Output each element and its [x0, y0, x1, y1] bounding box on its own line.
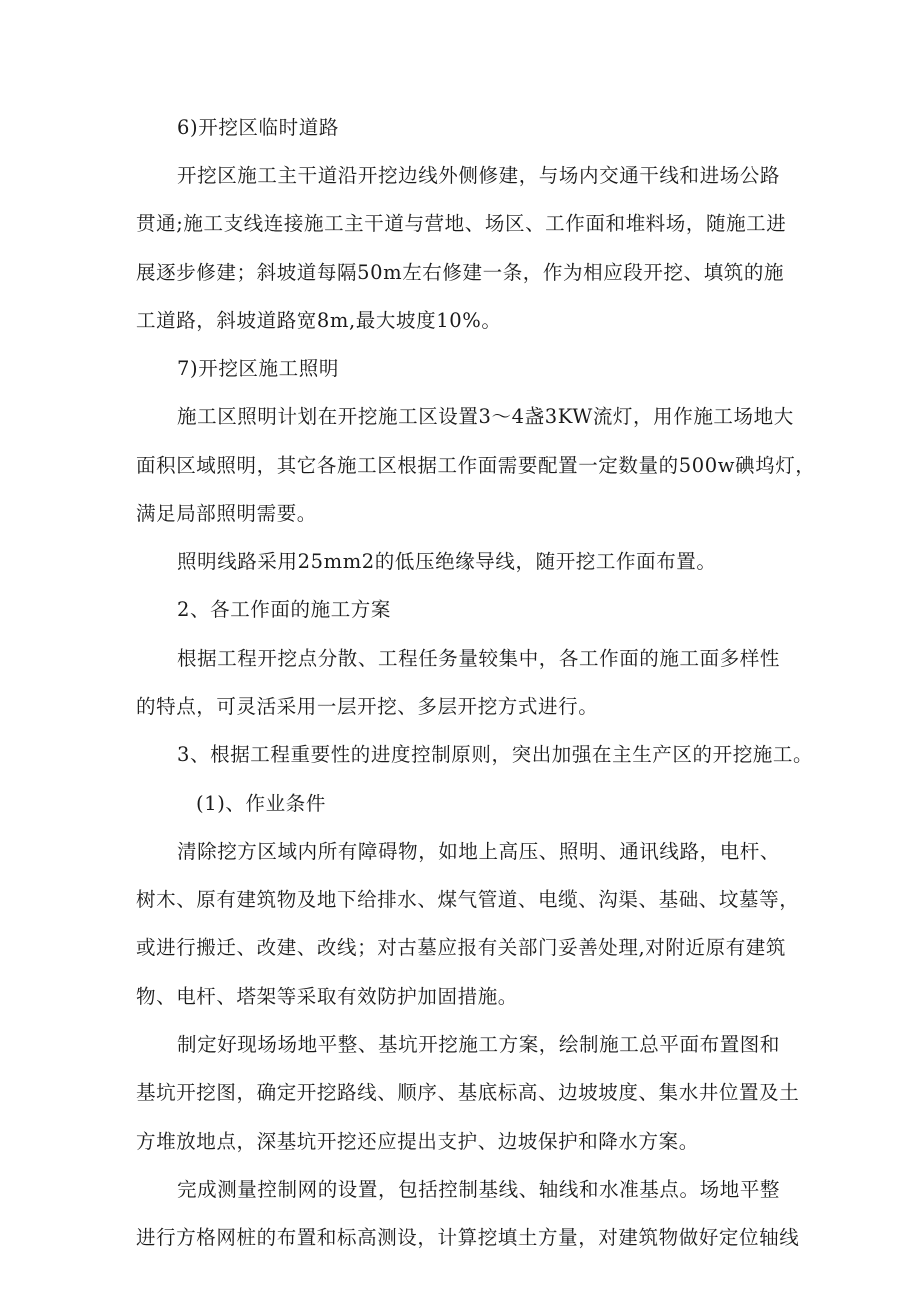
paragraph-line: 清除挖方区域内所有障碍物，如地上高压、照明、通讯线路，电杆、 — [177, 840, 781, 863]
paragraph-line: 树木、原有建筑物及地下给排水、煤气管道、电缆、沟渠、基础、坟墓等， — [136, 888, 800, 911]
paragraph-line: 施工区照明计划在开挖施工区设置3～4盏3KW流灯，用作施工场地大 — [177, 405, 794, 428]
paragraph-line: 工道路，斜坡道路宽8m,最大坡度10%。 — [136, 309, 502, 332]
paragraph-line: 开挖区施工主干道沿开挖边线外侧修建，与场内交通干线和进场公路 — [177, 164, 781, 187]
paragraph-line: 方堆放地点，深基坑开挖还应提出支护、边坡保护和降水方案。 — [136, 1130, 699, 1153]
heading-1-work-conditions: (1)、作业条件 — [196, 792, 326, 815]
paragraph-line: 照明线路采用25mm2的低压绝缘导线，随开挖工作面布置。 — [177, 550, 717, 573]
heading-6-temporary-road: 6)开挖区临时道路 — [177, 116, 339, 139]
heading-7-construction-lighting: 7)开挖区施工照明 — [177, 357, 339, 380]
paragraph-line: 根据工程开挖点分散、工程任务量较集中，各工作面的施工面多样性 — [177, 647, 781, 670]
paragraph-line: 展逐步修建；斜坡道每隔50m左右修建一条，作为相应段开挖、填筑的施 — [136, 261, 785, 284]
paragraph-line: 基坑开挖图，确定开挖路线、顺序、基底标高、边坡坡度、集水井位置及土 — [136, 1081, 800, 1104]
paragraph-line: 满足局部照明需要。 — [136, 502, 317, 525]
paragraph-line: 或进行搬迁、改建、改线；对古墓应报有关部门妥善处理,对附近原有建筑 — [136, 936, 786, 959]
heading-3-progress-control: 3、根据工程重要性的进度控制原则，突出加强在主生产区的开挖施工。 — [177, 743, 814, 766]
paragraph-line: 进行方格网桩的布置和标高测设，计算挖填土方量，对建筑物做好定位轴线 — [136, 1226, 800, 1249]
paragraph-line: 制定好现场场地平整、基坑开挖施工方案，绘制施工总平面布置图和 — [177, 1033, 781, 1056]
paragraph-line: 面积区域照明，其它各施工区根据工作面需要配置一定数量的500w碘坞灯， — [136, 454, 816, 477]
paragraph-line: 完成测量控制网的设置，包括控制基线、轴线和水准基点。场地平整 — [177, 1178, 781, 1201]
paragraph-line: 物、电杆、塔架等采取有效防护加固措施。 — [136, 985, 518, 1008]
paragraph-line: 贯通;施工支线连接施工主干道与营地、场区、工作面和堆料场，随施工进 — [136, 212, 787, 235]
paragraph-line: 的特点，可灵活采用一层开挖、多层开挖方式进行。 — [136, 695, 599, 718]
heading-2-work-surface-plan: 2、各工作面的施工方案 — [177, 598, 392, 621]
